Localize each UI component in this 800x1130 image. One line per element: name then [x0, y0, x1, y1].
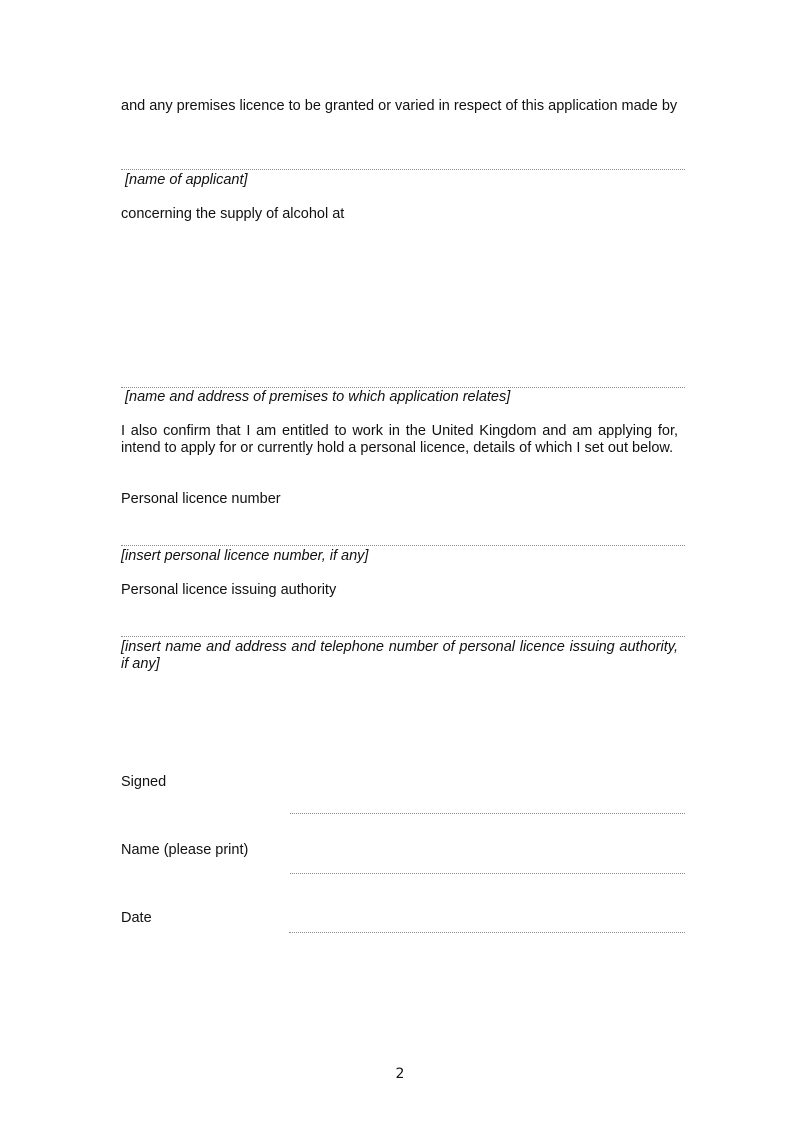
applicant-caption: [name of applicant] — [125, 172, 248, 188]
applicant-name-line[interactable] — [121, 169, 685, 170]
supply-paragraph: concerning the supply of alcohol at — [121, 206, 345, 222]
date-label: Date — [121, 910, 152, 926]
premises-address-line[interactable] — [121, 387, 685, 388]
issuing-authority-label: Personal licence issuing authority — [121, 582, 337, 598]
licence-number-line[interactable] — [121, 545, 685, 546]
signed-label: Signed — [121, 774, 167, 790]
premises-caption: [name and address of premises to which application relates] — [125, 389, 511, 405]
licence-number-label: Personal licence number — [121, 491, 281, 507]
licence-number-caption: [insert personal licence number, if any] — [121, 548, 369, 564]
issuing-authority-line[interactable] — [121, 636, 685, 637]
issuing-authority-caption: [insert name and address and telephone number of personal licence issuing authority, if any] — [121, 639, 678, 672]
date-line[interactable] — [289, 932, 685, 933]
name-print-line[interactable] — [290, 873, 685, 874]
name-print-label: Name (please print) — [121, 842, 249, 858]
signature-line[interactable] — [290, 813, 685, 814]
page-number: 2 — [395, 1066, 405, 1082]
confirmation-paragraph: I also confirm that I am entitled to work in the United Kingdom and am applying for, intend to apply for or currently hold a personal licence, details of which I set out below. — [121, 423, 678, 456]
intro-paragraph: and any premises licence to be granted or varied in respect of this application made by — [121, 98, 678, 114]
